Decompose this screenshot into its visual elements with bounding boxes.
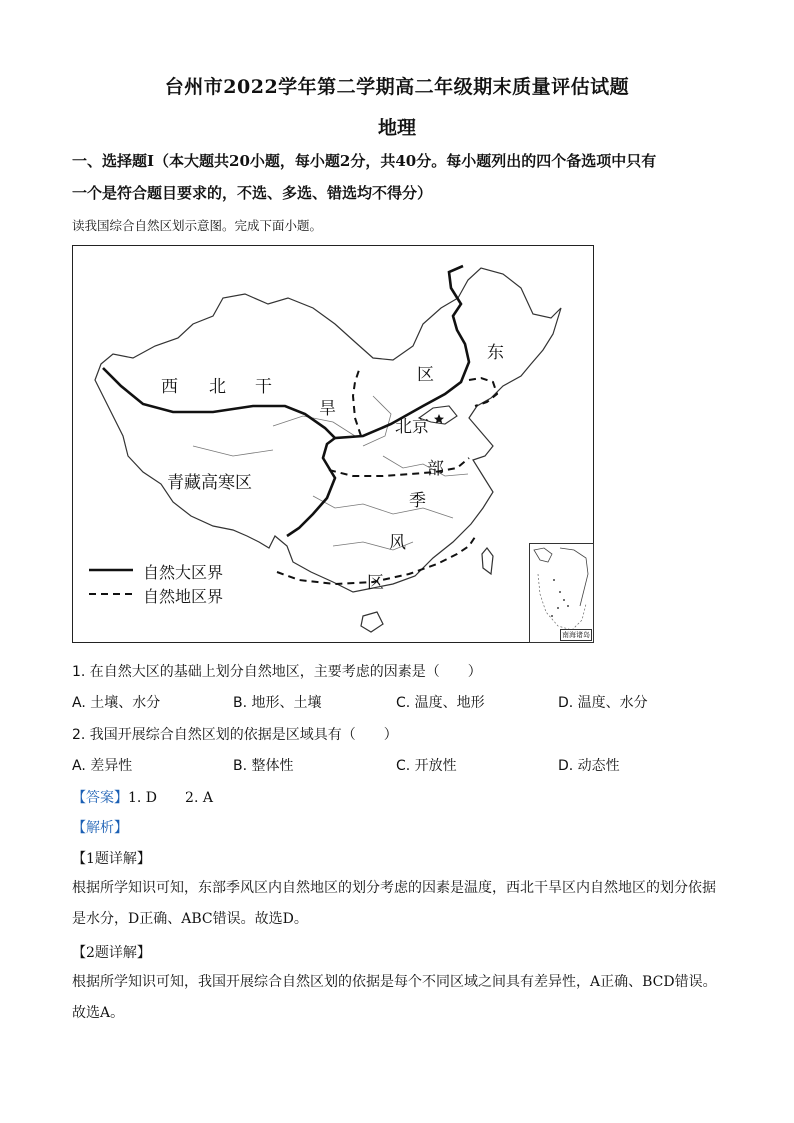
detail-2-heading: 【2题详解】 bbox=[72, 945, 151, 961]
section-heading-line2: 一个是符合题目要求的，不选、多选、错选均不得分） bbox=[72, 184, 433, 202]
question-1-option-b: B. 地形、土壤 bbox=[233, 695, 322, 711]
subject-title: 地理 bbox=[377, 117, 416, 139]
answer-text: 1. D 2. A bbox=[128, 790, 213, 806]
legend-solid-label: 自然大区界 bbox=[143, 563, 224, 582]
map-label-xi: 西 bbox=[161, 377, 178, 397]
page-title: 台州市2022学年第二学期高二年级期末质量评估试题 bbox=[164, 76, 630, 98]
answer-line bbox=[72, 787, 213, 807]
major-boundary-tibet bbox=[287, 438, 335, 536]
map-label-bei: 北 bbox=[209, 377, 226, 397]
map-label-feng: 风 bbox=[389, 533, 406, 553]
answer-tag: 【答案】 bbox=[72, 790, 128, 806]
question-2-option-d: D. 动态性 bbox=[558, 758, 620, 774]
section-heading-line1: 一、选择题Ⅰ（本大题共20小题，每小题2分，共40分。每小题列出的四个备选项中只有 bbox=[72, 152, 657, 170]
sub-boundary-arid bbox=[353, 370, 361, 436]
analysis-tag: 【解析】 bbox=[72, 820, 128, 836]
map-label-gan: 干 bbox=[255, 377, 272, 397]
map-label-qu-north: 区 bbox=[417, 365, 434, 385]
question-1-stem: 1. 在自然大区的基础上划分自然地区，主要考虑的因素是（ ） bbox=[72, 664, 482, 680]
question-1-option-c: C. 温度、地形 bbox=[396, 695, 485, 711]
map-label-dong: 东 bbox=[487, 343, 504, 363]
question-2-option-b: B. 整体性 bbox=[233, 758, 294, 774]
map-label-qingzang: 青藏高寒区 bbox=[167, 473, 252, 493]
south-china-sea-inset bbox=[529, 543, 594, 643]
taiwan-outline bbox=[482, 548, 493, 574]
map-label-qu-south: 区 bbox=[367, 573, 384, 593]
question-2-option-c: C. 开放性 bbox=[396, 758, 457, 774]
hainan-outline bbox=[361, 612, 383, 632]
sub-boundary-northeast bbox=[469, 378, 497, 406]
detail-1-heading: 【1题详解】 bbox=[72, 851, 151, 867]
china-regions-map bbox=[72, 245, 594, 643]
map-label-ji: 季 bbox=[409, 491, 426, 511]
question-1-option-d: D. 温度、水分 bbox=[558, 695, 648, 711]
question-1-option-a: A. 土壤、水分 bbox=[72, 695, 161, 711]
inset-label: 南海诸岛 bbox=[562, 631, 590, 639]
beijing-star-icon bbox=[434, 414, 444, 424]
map-label-beijing: 北京 bbox=[395, 417, 429, 437]
question-2-option-a: A. 差异性 bbox=[72, 758, 133, 774]
question-2-stem: 2. 我国开展综合自然区划的依据是区域具有（ ） bbox=[72, 727, 398, 743]
inset-drawing bbox=[530, 544, 593, 642]
map-label-han: 旱 bbox=[319, 399, 336, 419]
legend-dashed-label: 自然地区界 bbox=[143, 587, 224, 606]
detail-2-text: 根据所学知识可知，我国开展综合自然区划的依据是每个不同区域之间具有差异性，A正确、BCD错误。故选A。 bbox=[72, 974, 717, 1021]
map-instruction: 读我国综合自然区划示意图。完成下面小题。 bbox=[72, 218, 323, 233]
map-label-bu: 部 bbox=[427, 459, 444, 479]
detail-1-text: 根据所学知识可知，东部季风区内自然地区的划分考虑的因素是温度，西北干旱区内自然地区的划分依据是水分，D正确、ABC错误。故选D。 bbox=[72, 880, 716, 927]
sub-boundary-north-china bbox=[329, 458, 469, 476]
